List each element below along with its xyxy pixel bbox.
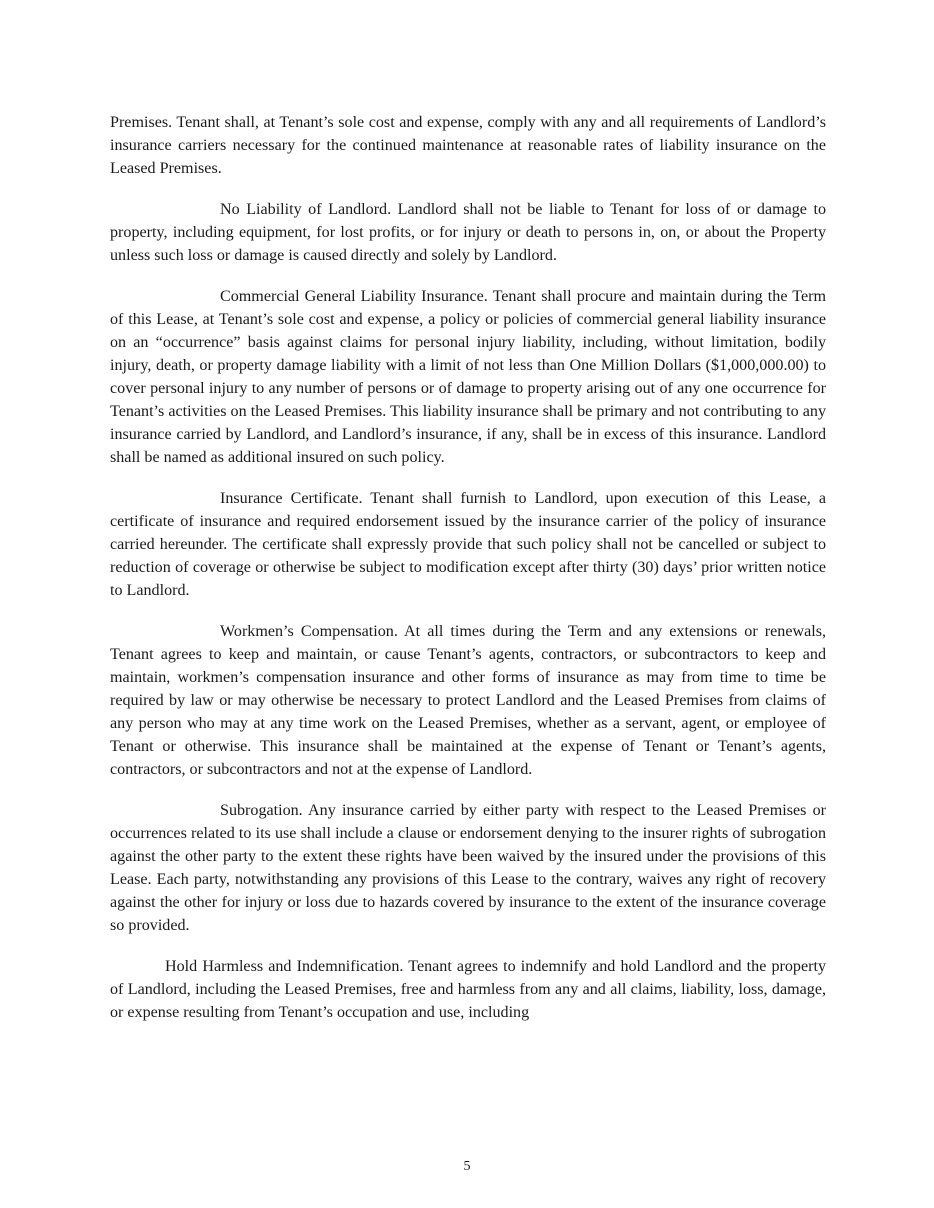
paragraph-subrogation: Subrogation. Any insurance carried by either party with respect to the Leased Premises or occurrences related to its use shall include a clause or endorsement denying to the insurer rights of subrogation against the other party to the extent these rights have been waived by the insured under the provisions of this Lease. Each party, notwithstanding any provisions of this Lease to the contrary, waives any right of recovery against the other for injury or loss due to hazards covered by insurance to the extent of the insurance coverage so provided. [110, 802, 826, 934]
paragraph-no-liability-of-landlord: No Liability of Landlord. Landlord shall not be liable to Tenant for loss of or damage to property, including equipment, for lost profits, or for injury or death to persons in, on, or about the Property unless such loss or damage is caused directly and solely by Landlord. [110, 201, 826, 264]
document-body [110, 111, 826, 1042]
paragraph-commercial-general-liability-insurance: Commercial General Liability Insurance. Tenant shall procure and maintain during the Term of this Lease, at Tenant’s sole cost and expense, a policy or policies of commercial general liability insurance on an “occurrence” basis against claims for personal injury liability, including, without limitation, bodily injury, death, or property damage liability with a limit of not less than One Million Dollars ($1,000,000.00) to cover personal injury to any number of persons or of damage to property arising out of any one occurrence for Tenant’s activities on the Leased Premises. This liability insurance shall be primary and not contributing to any insurance carried by Landlord, and Landlord’s insurance, if any, shall be in excess of this insurance. Landlord shall be named as additional insured on such policy. [110, 288, 826, 466]
paragraph-premises-continuation: Premises. Tenant shall, at Tenant’s sole cost and expense, comply with any and all requirements of Landlord’s insurance carriers necessary for the continued maintenance at reasonable rates of liability insurance on the Leased Premises. [110, 114, 826, 177]
paragraph-hold-harmless-and-indemnification: Hold Harmless and Indemnification. Tenant agrees to indemnify and hold Landlord and the property of Landlord, including the Leased Premises, free and harmless from any and all claims, liability, loss, damage, or expense resulting from Tenant’s occupation and use, including [110, 958, 826, 1021]
paragraph-workmens-compensation: Workmen’s Compensation. At all times during the Term and any extensions or renewals, Tenant agrees to keep and maintain, or cause Tenant’s agents, contractors, or subcontractors to keep and maintain, workmen’s compensation insurance and other forms of insurance as may from time to time be required by law or may otherwise be necessary to protect Landlord and the Leased Premises from claims of any person who may at any time work on the Leased Premises, whether as a servant, agent, or employee of Tenant or otherwise. This insurance shall be maintained at the expense of Tenant or Tenant’s agents, contractors, or subcontractors and not at the expense of Landlord. [110, 623, 826, 778]
page-number: 5 [463, 1159, 471, 1174]
paragraph-insurance-certificate: Insurance Certificate. Tenant shall furnish to Landlord, upon execution of this Lease, a certificate of insurance and required endorsement issued by the insurance carrier of the policy of insurance carried hereunder. The certificate shall expressly provide that such policy shall not be cancelled or subject to reduction of coverage or otherwise be subject to modification except after thirty (30) days’ prior written notice to Landlord. [110, 490, 826, 599]
